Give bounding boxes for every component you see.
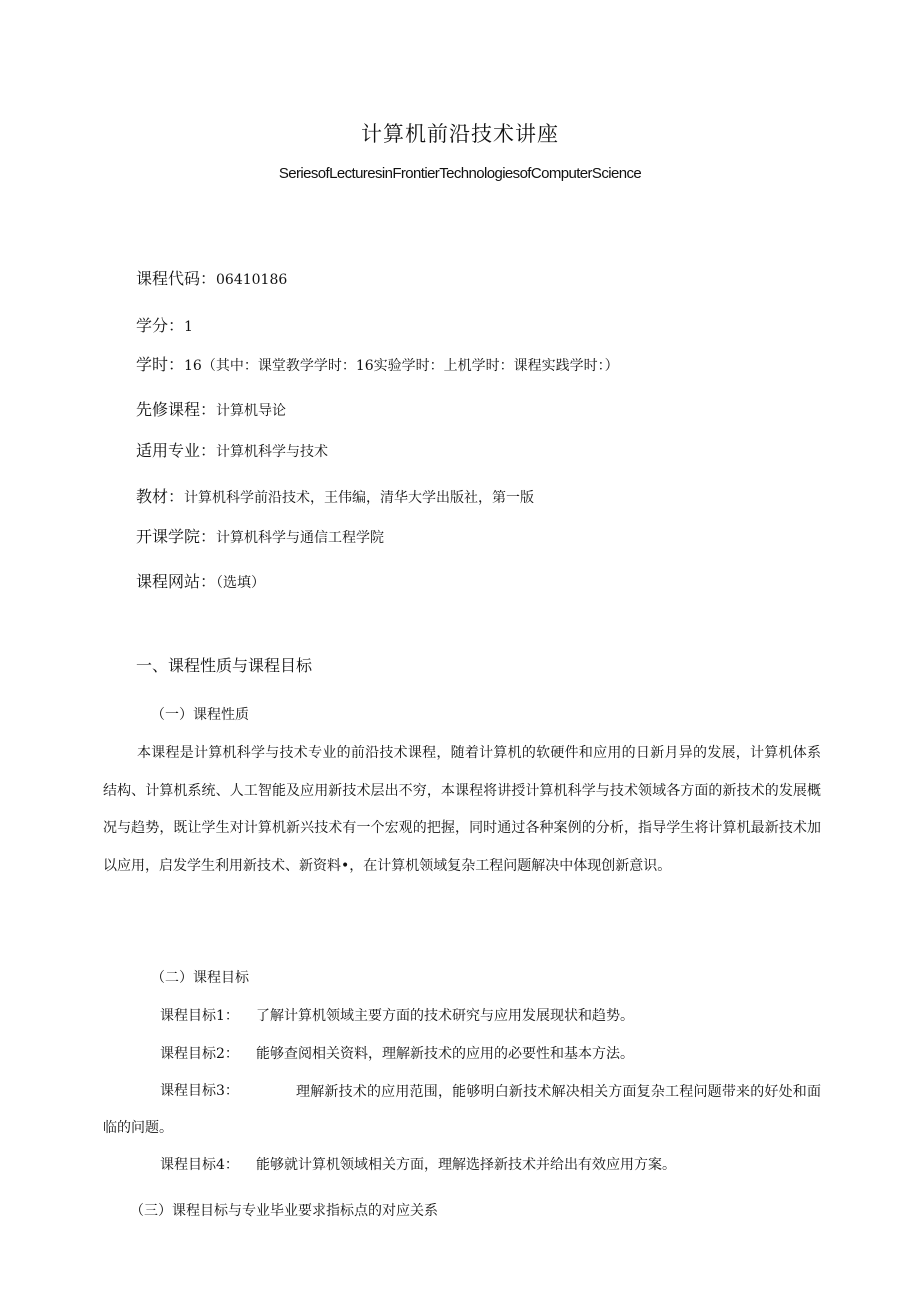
info-label: 开课学院： (136, 527, 217, 546)
info-value: 计算机科学与技术 (216, 444, 329, 460)
info-value: 06410186 (216, 272, 288, 288)
info-value: （选填） (216, 575, 266, 591)
info-textbook (136, 484, 534, 507)
course-goal-4 (160, 1154, 676, 1174)
info-hours (136, 352, 619, 375)
info-label: 先修课程： (136, 400, 217, 419)
goal-label: 课程目标2： (160, 1046, 239, 1062)
section-heading: 一、课程性质与课程目标 (136, 656, 313, 675)
course-goal-3-label: 课程目标3： (160, 1083, 239, 1099)
subsection-heading-mapping: （三）课程目标与专业毕业要求指标点的对应关系 (130, 1203, 438, 1219)
info-label: 教材： (136, 487, 185, 506)
course-goal-1 (160, 1005, 634, 1025)
info-label: 课程代码： (136, 269, 217, 288)
info-value: 16（其中：课堂教学学时：16实验学时：上机学时：课程实践学时：） (184, 358, 619, 374)
info-value: 计算机科学前沿技术，王伟编，清华大学出版社，第一版 (184, 490, 535, 506)
info-credits (136, 313, 193, 336)
course-goal-3-text: 理解新技术的应用范围，能够明白新技术解决相关方面复杂工程问题带来的好处和面临的问题。 (103, 1084, 821, 1136)
info-major (136, 438, 328, 461)
goal-text: 了解计算机领域主要方面的技术研究与应用发展现状和趋势。 (256, 1008, 634, 1024)
info-label: 适用专业： (136, 441, 217, 460)
info-value: 1 (184, 319, 193, 335)
goal-label: 课程目标4： (160, 1157, 239, 1173)
info-label: 学分： (136, 316, 185, 335)
document-subtitle: SeriesofLecturesinFrontierTechnologiesofComputerScience (278, 165, 642, 182)
info-prerequisite (136, 397, 286, 420)
subsection-heading-goals: （二）课程目标 (151, 970, 249, 986)
document-title: 计算机前沿技术讲座 (361, 122, 559, 146)
info-value: 计算机科学与通信工程学院 (216, 530, 385, 546)
course-nature-paragraph: 本课程是计算机科学与技术专业的前沿技术课程，随着计算机的软硬件和应用的日新月异的发展，计算机体系结构、计算机系统、人工智能及应用新技术层出不穷，本课程将讲授计算机科学与技术领域各方面的新技术的发展概况与趋势，既让学生对计算机新兴技术有一个宏观的把握，同时通过各种案例的分析，指导学生将计算机最新技术加以应用，启发学生利用新技术、新资料•，在计算机领域复杂工程问题解决中体现创新意识。 (103, 745, 821, 874)
goal-text: 能够查阅相关资料，理解新技术的应用的必要性和基本方法。 (256, 1046, 634, 1062)
goal-text: 能够就计算机领域相关方面，理解选择新技术并给出有效应用方案。 (256, 1157, 676, 1173)
info-value: 计算机导论 (216, 403, 287, 419)
info-website (136, 569, 265, 592)
info-label: 学时： (136, 355, 185, 374)
info-college (136, 524, 384, 547)
subsection-heading-nature: （一）课程性质 (151, 707, 249, 723)
info-label: 课程网站： (136, 572, 217, 591)
info-course-code (136, 266, 287, 289)
course-goal-2 (160, 1043, 634, 1063)
goal-label: 课程目标1： (160, 1008, 239, 1024)
